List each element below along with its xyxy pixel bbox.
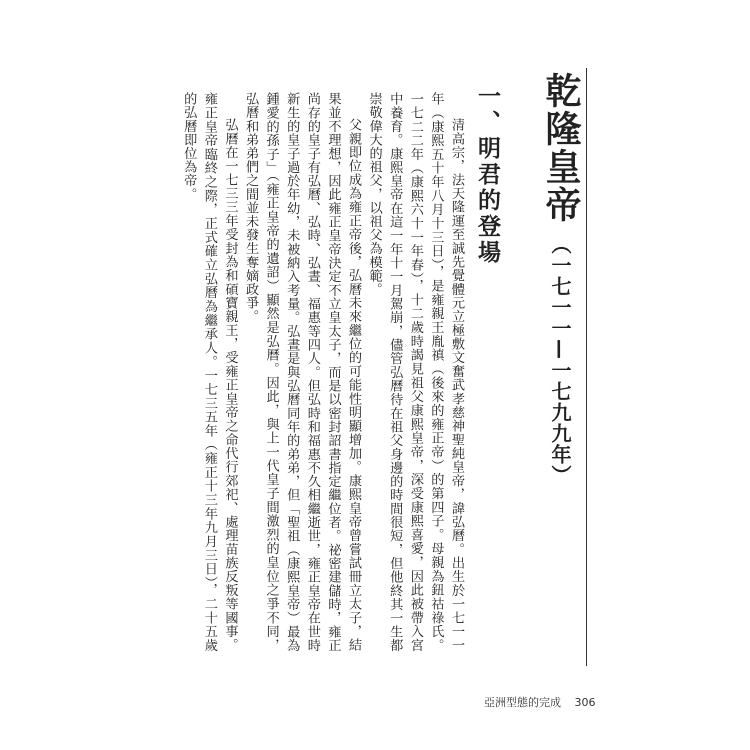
running-footer-title: 亞洲型態的完成	[484, 696, 561, 709]
page-number: 306	[574, 696, 596, 709]
title-divider-line	[586, 68, 587, 666]
page-footer	[484, 694, 596, 710]
chapter-title	[536, 72, 584, 486]
chapter-title-dates: （一七一一—一七九九年）	[548, 234, 572, 486]
section-heading: 一、明君的登場	[474, 84, 500, 266]
paragraph-1: 清高宗，法天隆運至誠先覺體元立極敷文奮武孝慈神聖純皇帝，諱弘曆。出生於一七一一年（康熙五十年八月十三日），是雍親王胤禛（後來的雍正帝）的第四子。母親為鈕祜祿氏。一七二二年（康熙六十一年春），十二歲時謁見祖父康熙皇帝，深受康熙喜愛，因此被帶入宮中養育。康熙皇帝在這一年十一月駕崩，儘管弘曆待在祖父身邊的時間很短，但他終其一生都崇敬偉大的祖父，以祖父為模範。	[366, 92, 464, 652]
chapter-title-text: 乾隆皇帝	[540, 72, 581, 224]
paragraph-2: 父親即位成為雍正帝後，弘曆未來繼位的可能性明顯增加。康熙皇帝曾嘗試冊立太子，結果並不理想，因此雍正皇帝決定不立皇太子，而是以密封詔書指定繼位者。祕密建儲時，雍正尚存的皇子有弘曆、弘時、弘晝、福惠等四人。但弘時和福惠不久相繼逝世，雍正皇帝在世時新生的皇子過於年幼，未被納入考量。弘晝是與弘曆同年的弟弟，但「聖祖（康熙皇帝）最為鍾愛的孫子」（雍正皇帝的遺詔）顯然是弘曆。因此，與上一代皇子間激烈的皇位之爭不同，弘曆和弟弟們之間並未發生奪嫡政爭。	[243, 92, 362, 652]
paragraph-3: 弘曆在一七三三年受封為和碩寶親王，受雍正皇帝之命代行郊祀、處理苗族反叛等國事。雍正皇帝臨終之際，正式確立弘曆為繼承人。一七三五年（雍正十三年九月三日），二十五歲的弘曆即位為帝。	[181, 92, 238, 652]
body-text	[181, 92, 466, 652]
